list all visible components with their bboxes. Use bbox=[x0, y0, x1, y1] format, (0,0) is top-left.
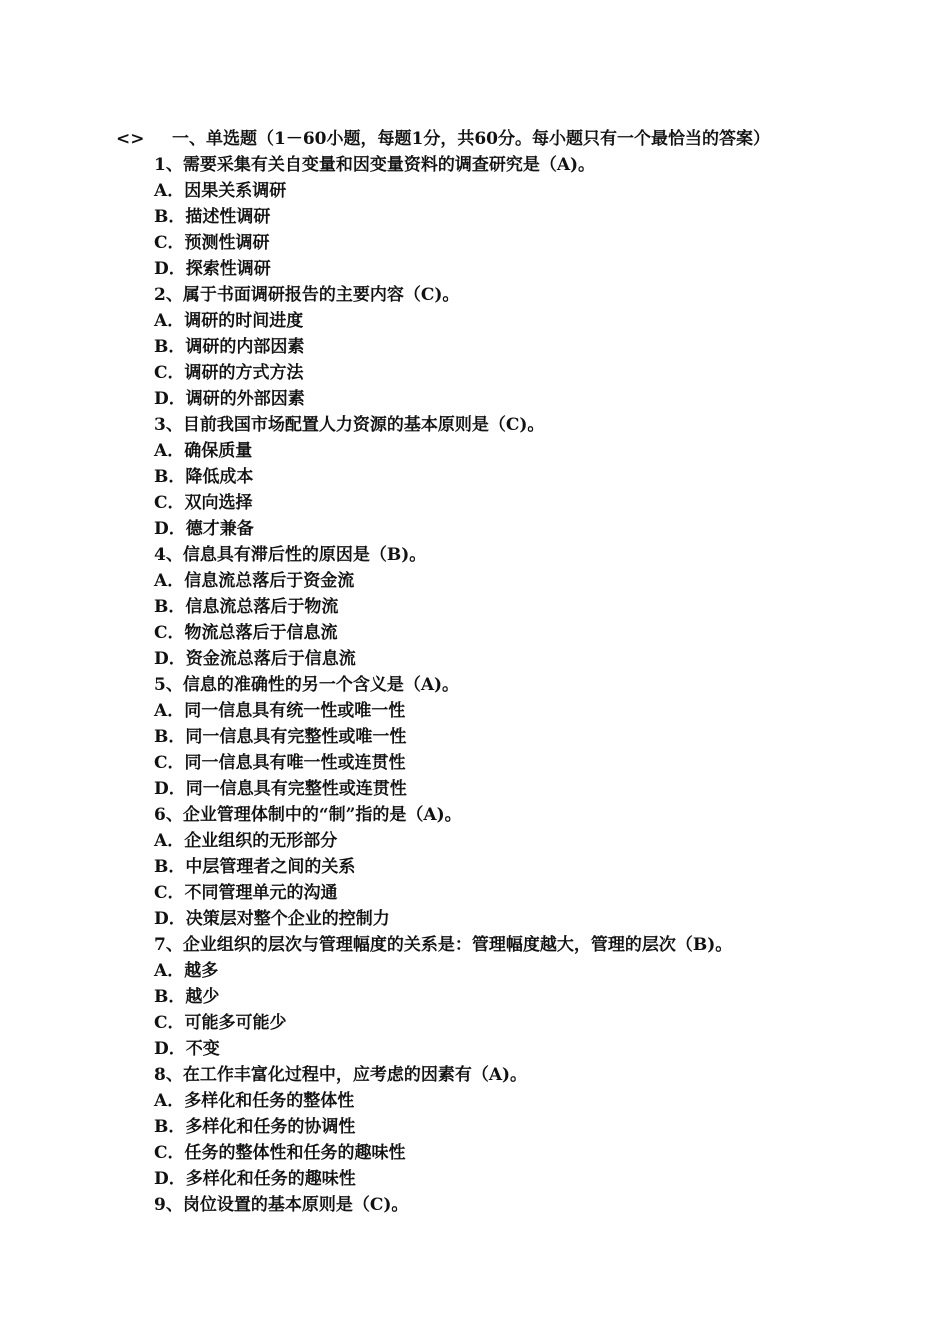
question-stem-9: 9、岗位设置的基本原则是（C)。 bbox=[154, 1195, 409, 1215]
option-7-a: A．越多 bbox=[154, 961, 219, 981]
question-stem-7: 7、企业组织的层次与管理幅度的关系是：管理幅度越大，管理的层次（B)。 bbox=[154, 935, 733, 955]
option-6-d: D．决策层对整个企业的控制力 bbox=[154, 909, 390, 929]
option-3-d: D．德才兼备 bbox=[154, 519, 254, 539]
option-1-c: C．预测性调研 bbox=[154, 233, 270, 253]
option-2-a: A．调研的时间进度 bbox=[154, 311, 304, 331]
option-2-d: D．调研的外部因素 bbox=[154, 389, 305, 409]
option-2-b: B．调研的内部因素 bbox=[154, 337, 305, 357]
option-5-c: C．同一信息具有唯一性或连贯性 bbox=[154, 753, 406, 773]
option-3-c: C．双向选择 bbox=[154, 493, 253, 513]
question-stem-4: 4、信息具有滞后性的原因是（B)。 bbox=[154, 545, 427, 565]
question-stem-8: 8、在工作丰富化过程中，应考虑的因素有（A)。 bbox=[154, 1065, 528, 1085]
option-2-c: C．调研的方式方法 bbox=[154, 363, 304, 383]
section-heading-line bbox=[116, 126, 770, 152]
option-6-c: C．不同管理单元的沟通 bbox=[154, 883, 338, 903]
question-stem-5: 5、信息的准确性的另一个含义是（A)。 bbox=[154, 675, 460, 695]
section-marker: <> bbox=[116, 129, 145, 149]
option-8-b: B．多样化和任务的协调性 bbox=[154, 1117, 356, 1137]
option-5-a: A．同一信息具有统一性或唯一性 bbox=[154, 701, 406, 721]
option-8-c: C．任务的整体性和任务的趣味性 bbox=[154, 1143, 406, 1163]
option-5-d: D．同一信息具有完整性或连贯性 bbox=[154, 779, 407, 799]
option-5-b: B．同一信息具有完整性或唯一性 bbox=[154, 727, 407, 747]
option-1-a: A．因果关系调研 bbox=[154, 181, 287, 201]
option-1-d: D．探索性调研 bbox=[154, 259, 271, 279]
option-4-c: C．物流总落后于信息流 bbox=[154, 623, 338, 643]
question-stem-6: 6、企业管理体制中的“制”指的是（A)。 bbox=[154, 805, 462, 825]
question-list bbox=[154, 152, 732, 1218]
option-1-b: B．描述性调研 bbox=[154, 207, 271, 227]
option-3-b: B．降低成本 bbox=[154, 467, 254, 487]
option-6-b: B．中层管理者之间的关系 bbox=[154, 857, 356, 877]
option-4-a: A．信息流总落后于资金流 bbox=[154, 571, 355, 591]
section-heading: 一、单选题（1－60小题，每题1分，共60分。每小题只有一个最恰当的答案） bbox=[172, 129, 770, 149]
option-4-d: D．资金流总落后于信息流 bbox=[154, 649, 356, 669]
option-7-b: B．越少 bbox=[154, 987, 220, 1007]
option-6-a: A．企业组织的无形部分 bbox=[154, 831, 338, 851]
option-7-d: D．不变 bbox=[154, 1039, 220, 1059]
question-stem-2: 2、属于书面调研报告的主要内容（C)。 bbox=[154, 285, 460, 305]
question-stem-3: 3、目前我国市场配置人力资源的基本原则是（C)。 bbox=[154, 415, 545, 435]
option-3-a: A．确保质量 bbox=[154, 441, 253, 461]
option-4-b: B．信息流总落后于物流 bbox=[154, 597, 339, 617]
question-stem-1: 1、需要采集有关自变量和因变量资料的调查研究是（A)。 bbox=[154, 155, 596, 175]
option-8-a: A．多样化和任务的整体性 bbox=[154, 1091, 355, 1111]
option-8-d: D．多样化和任务的趣味性 bbox=[154, 1169, 356, 1189]
option-7-c: C．可能多可能少 bbox=[154, 1013, 287, 1033]
